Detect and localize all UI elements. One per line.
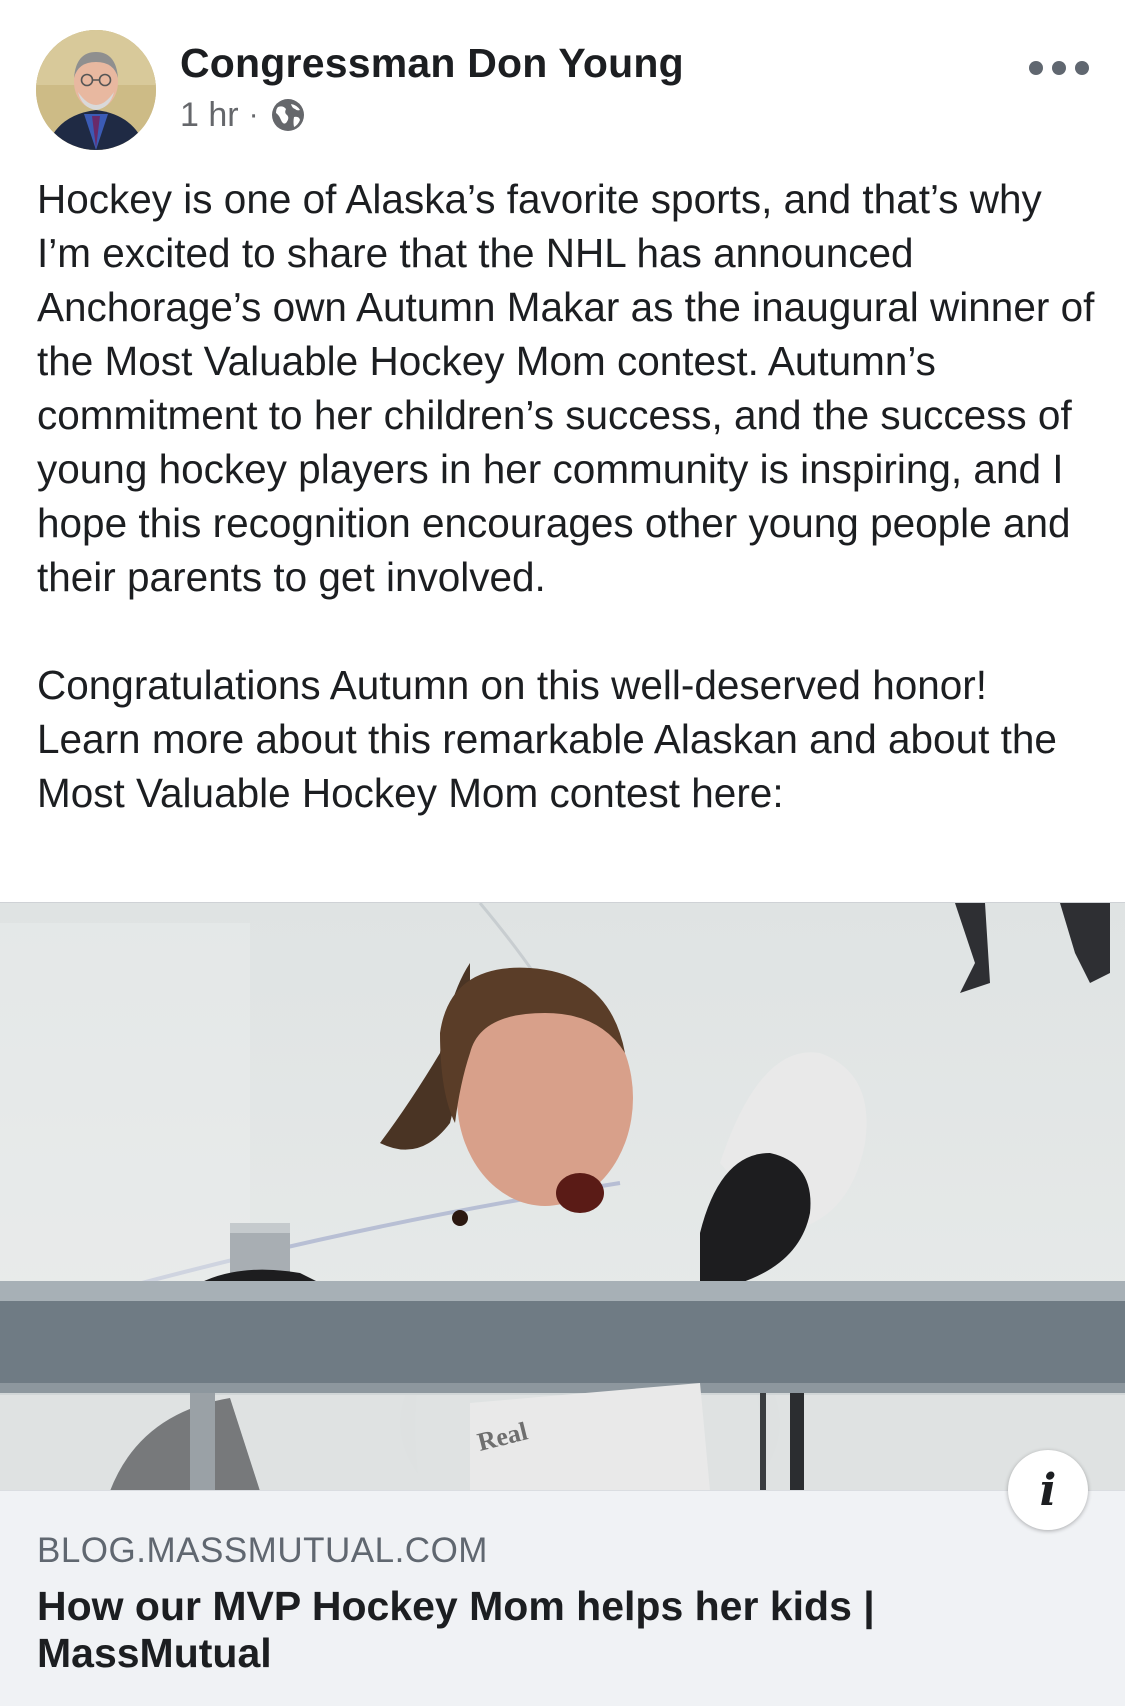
link-preview-card[interactable] [0, 902, 1125, 1705]
post-text [37, 172, 1097, 820]
link-preview-image[interactable] [0, 902, 1125, 1491]
more-options-icon[interactable] [1029, 50, 1089, 86]
info-icon[interactable]: i [1008, 1450, 1088, 1530]
avatar-photo [36, 30, 156, 150]
post-paragraph-1: Hockey is one of Alaska’s favorite sports, and that’s why I’m excited to share that the NHL has announced Anchorage’s own Autumn Makar as the inaugural winner of the Most Valuable Hockey Mom contest. Autumn’s commitment to her children’s success, and the success of young hockey players in her community is inspiring, and I hope this recognition encourages other young people and their parents to get involved. [37, 176, 1095, 600]
author-name[interactable]: Congressman Don Young [180, 40, 684, 86]
post-time[interactable]: 1 hr [180, 95, 239, 134]
post-meta [180, 94, 307, 136]
post-paragraph-2: Congratulations Autumn on this well-deserved honor! Learn more about this remarkable Alaskan and about the Most Valuable Hockey Mom contest here: [37, 662, 1057, 816]
post-header [0, 0, 1125, 160]
globe-icon [269, 96, 307, 134]
svg-text:Real: Real [474, 1416, 531, 1457]
avatar[interactable] [36, 30, 156, 150]
link-title[interactable]: How our MVP Hockey Mom helps her kids | MassMutual [37, 1583, 875, 1676]
hockey-rink-photo [0, 903, 1125, 1491]
link-domain: BLOG.MASSMUTUAL.COM [37, 1531, 488, 1570]
link-preview-meta[interactable] [0, 1490, 1125, 1706]
meta-separator: · [248, 98, 259, 131]
